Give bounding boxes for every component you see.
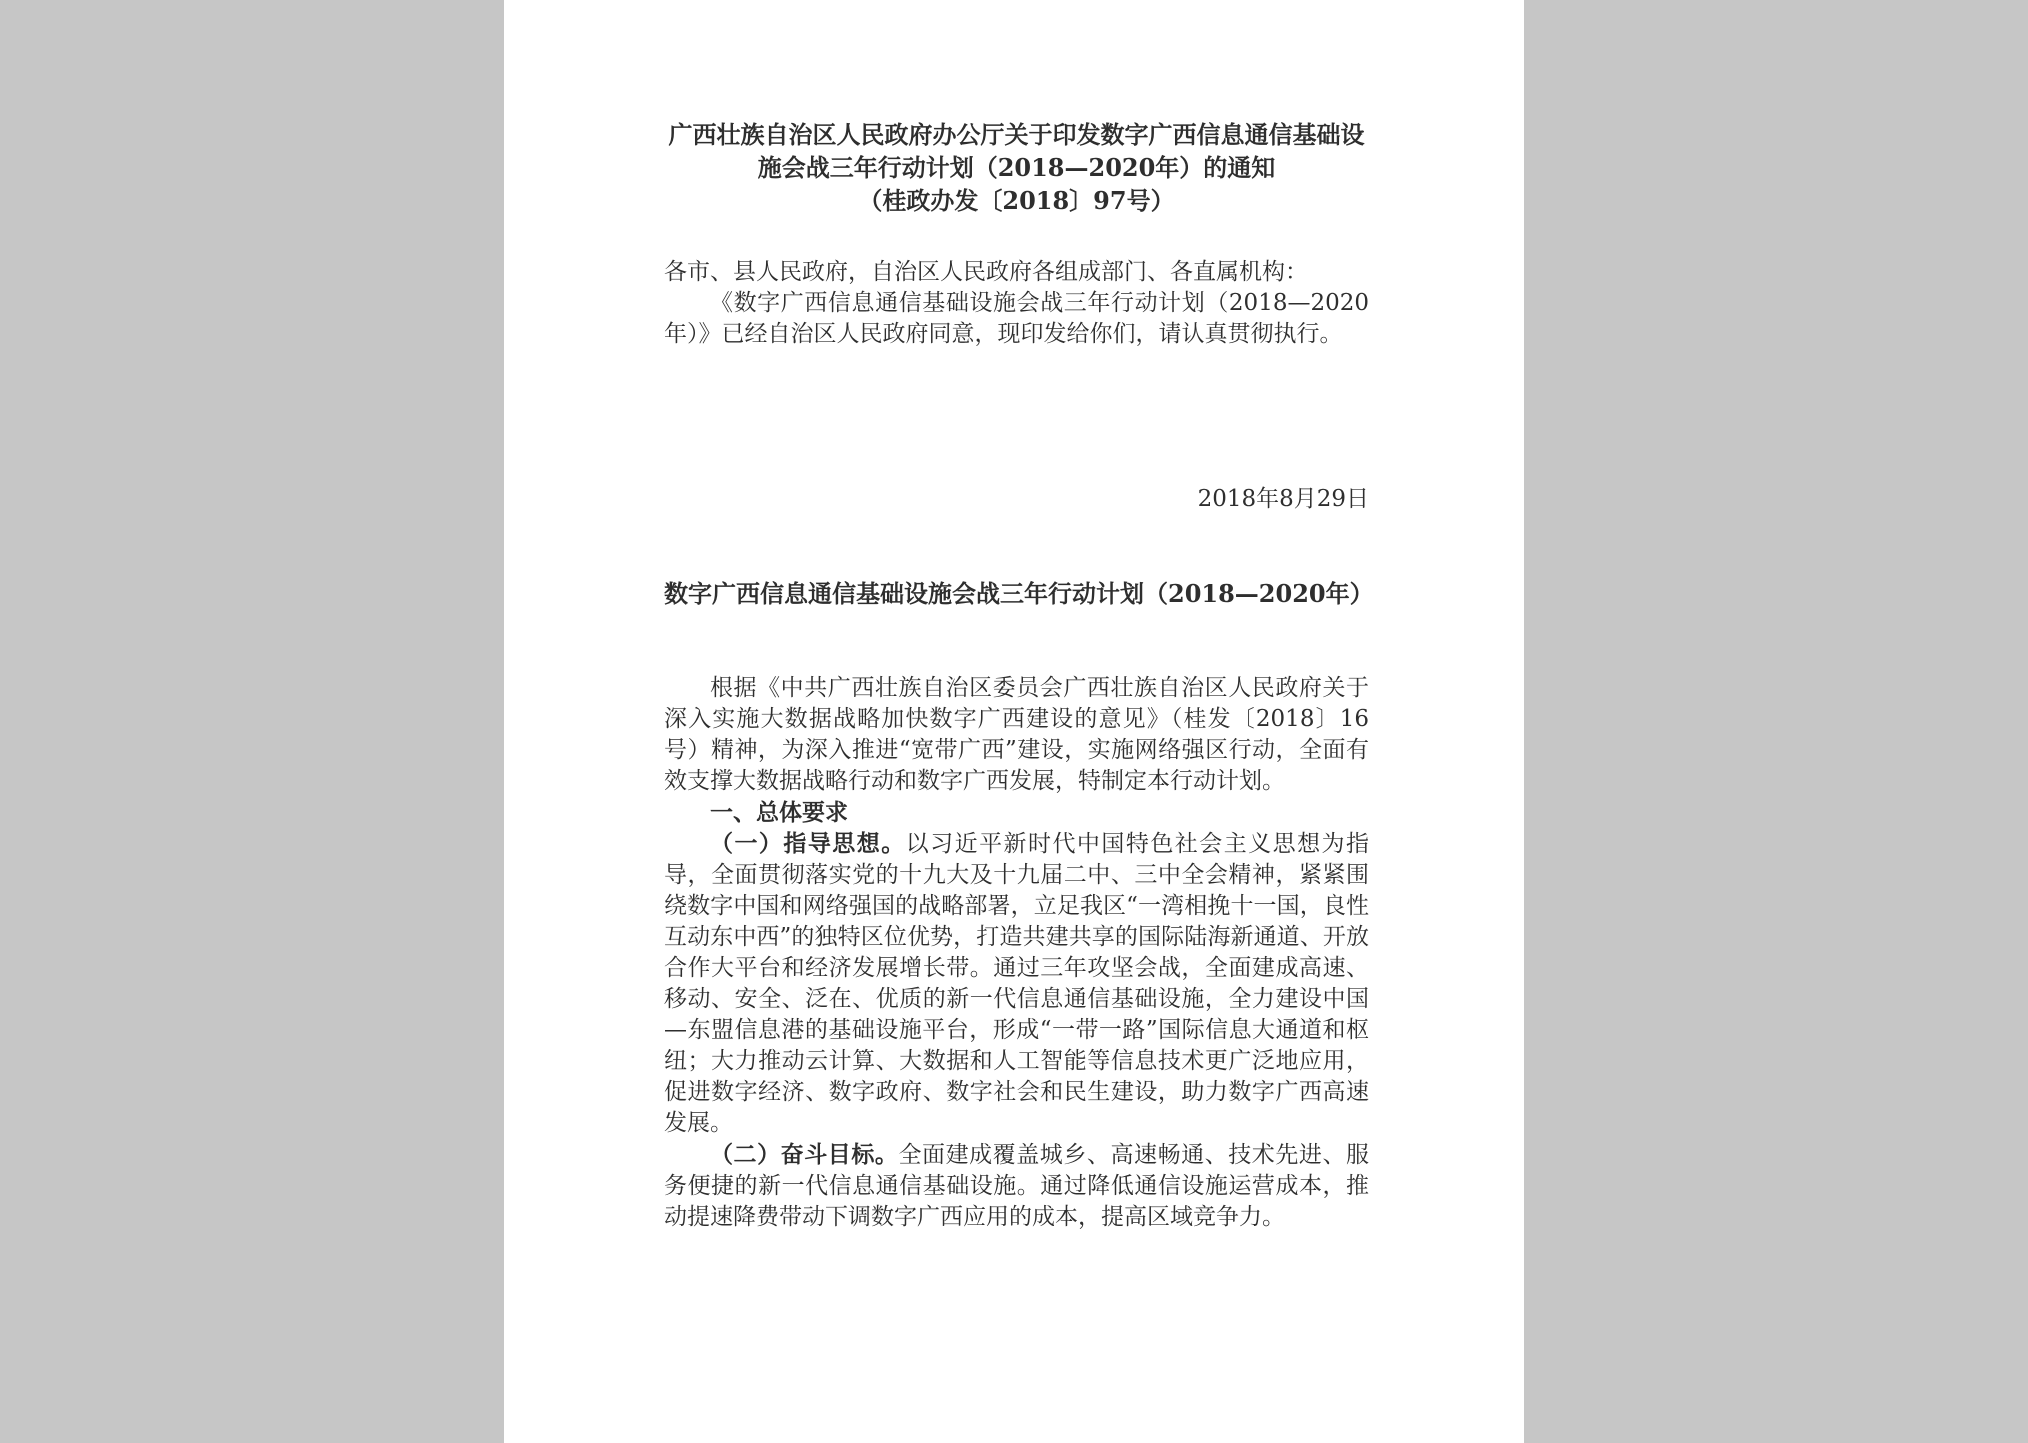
goals-text: 全面建成覆盖城乡、高速畅通、技术先进、服务便捷的新一代信息通信基础设施。通过降低通信设施运营成本，推动提速降费带动下调数字广西应用的成本，提高区域竞争力。 xyxy=(664,1142,1370,1230)
issue-date: 2018年8月29日 xyxy=(1197,486,1369,512)
document-number: （桂政办发〔2018〕97号） xyxy=(858,186,1175,215)
paragraph-guiding-ideology xyxy=(664,828,1369,1139)
intro-paragraph: 根据《中共广西壮族自治区委员会广西壮族自治区人民政府关于深入实施大数据战略加快数字广西建设的意见》（桂发〔2018〕16号）精神，为深入推进“宽带广西”建设，实施网络强区行动，全面有效支撑大数据战略行动和数字广西发展，特制定本行动计划。 xyxy=(664,675,1369,794)
paragraph-goals xyxy=(664,1139,1369,1233)
notice-title: 广西壮族自治区人民政府办公厅关于印发数字广西信息通信基础设施会战三年行动计划（2018—2020年）的通知 xyxy=(668,120,1365,182)
document-page xyxy=(504,0,1524,1443)
notice-body: 《数字广西信息通信基础设施会战三年行动计划（2018—2020年）》已经自治区人民政府同意，现印发给你们，请认真贯彻执行。 xyxy=(664,290,1369,347)
addressee: 各市、县人民政府，自治区人民政府各组成部门、各直属机构： xyxy=(664,259,1308,285)
page-content xyxy=(664,118,1374,1233)
sub-heading-goals: （二）奋斗目标。 xyxy=(710,1141,899,1168)
plan-title: 数字广西信息通信基础设施会战三年行动计划（2018—2020年） xyxy=(664,579,1374,608)
sub-heading-guiding-ideology: （一）指导思想。 xyxy=(710,830,906,857)
section-heading-general-requirements: 一、总体要求 xyxy=(710,799,848,826)
guiding-ideology-text: 以习近平新时代中国特色社会主义思想为指导，全面贯彻落实党的十九大及十九届二中、三中全会精神，紧紧围绕数字中国和网络强国的战略部署，立足我区“一湾相挽十一国，良性互动东中西”的独特区位优势，打造共建共享的国际陆海新通道、开放合作大平台和经济发展增长带。通过三年攻坚会战，全面建成高速、移动、安全、泛在、优质的新一代信息通信基础设施，全力建设中国—东盟信息港的基础设施平台，形成“一带一路”国际信息大通道和枢纽；大力推动云计算、大数据和人工智能等信息技术更广泛地应用，促进数字经济、数字政府、数字社会和民生建设，助力数字广西高速发展。 xyxy=(664,831,1370,1136)
